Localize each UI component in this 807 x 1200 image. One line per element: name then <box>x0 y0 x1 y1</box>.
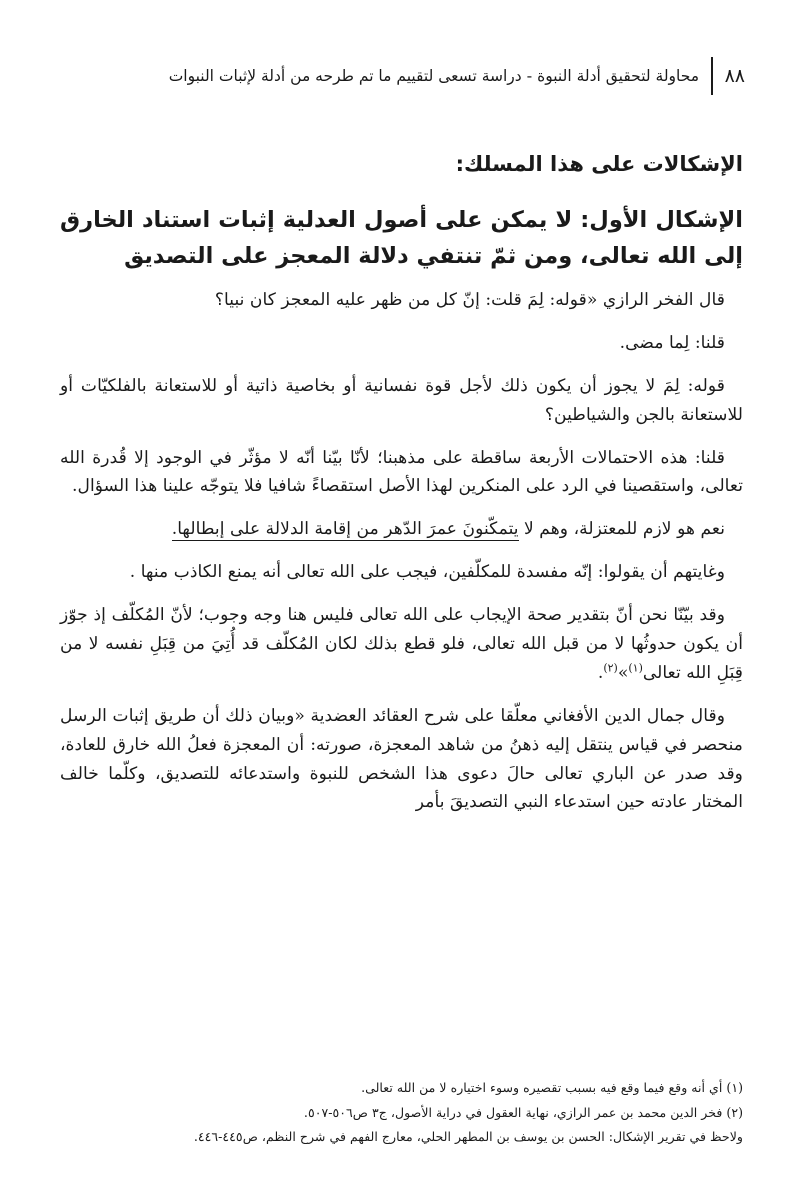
footnote-2: (٢) فخر الدين محمد بن عمر الرازي، نهاية العقول في دراية الأصول، ج٣ ص٥٠٦-٥٠٧. <box>303 1104 743 1120</box>
paragraph-objection: قوله: لِمَ لا يجوز أن يكون ذلك لأجل قوة نفسانية أو بخاصية ذاتية أو للاستعانة بالفلكيّات أو للاستعانة بالجن والشياطين؟ <box>60 375 743 425</box>
footnote-ref-1[interactable]: (١) <box>628 661 643 675</box>
section-heading: الإشكالات على هذا المسلك: <box>455 152 743 176</box>
running-title: محاولة لتحقيق أدلة النبوة - دراسة تسعى لتقييم ما تم طرحه من أدلة لإثبات النبوات <box>168 67 700 85</box>
underlined-phrase: يتمكّنونَ عمرَ الدّهر من إقامة الدلالة على إبطالها. <box>171 519 519 540</box>
page-header <box>60 58 745 94</box>
paragraph-mutazila <box>60 515 743 544</box>
footnotes <box>60 1078 743 1152</box>
paragraph-mutazila-text: نعم هو لازم للمعتزلة، وهم لا <box>518 519 725 540</box>
paragraph-ijab-end: . <box>597 662 604 683</box>
footnote-ref-2[interactable]: (٢) <box>603 661 618 675</box>
paragraph-answer-2: قلنا: هذه الاحتمالات الأربعة ساقطة على مذهبنا؛ لأنّا بيّنا أنّه لا مؤثّر في الوجود إلا قُدرة الله تعالى، واستقصينا في الرد على المنكرين لهذا الأصل استقصاءً شافيا فلا يتوجّه علينا هذا السؤال. <box>60 447 743 497</box>
problem-heading: الإشكال الأول: لا يمكن على أصول العدلية إثبات استناد الخارق إلى الله تعالى، ومن ثمّ تنتفي دلالة المعجز على التصديق <box>60 207 743 269</box>
header-divider <box>711 57 713 95</box>
paragraph-ijab <box>60 601 743 688</box>
footnote-1: (١) أي أنه وقع فيما وقع فيه بسبب تقصيره وسوء اختياره لا من الله تعالى. <box>361 1080 743 1095</box>
paragraph-answer-1: قلنا: لِما مضى. <box>619 332 725 353</box>
page-number: ٨٨ <box>724 65 745 87</box>
page-body <box>60 140 743 831</box>
paragraph-razi-quote: قال الفخر الرازي «قوله: لِمَ قلت: إنّ كل من ظهر عليه المعجز كان نبيا؟ <box>214 290 725 310</box>
paragraph-ijab-text: وقد بيّنّا نحن أنّ بتقدير صحة الإيجاب على الله تعالى فليس هنا وجه وجوب؛ لأنّ المُكلّف إذ جوّز أن يكون حدوثُها لا من قبل الله تعالى، فلو قطع بذلك لكان المُكلّف قد أُتِيَ من قِبَلِ نفسه لا من قِبَلِ الله تعالى <box>60 605 743 683</box>
footnote-2-continued: ولاحظ في تقرير الإشكال: الحسن بن يوسف بن المطهر الحلي، معارج الفهم في شرح النظم، ص٤٤٥-٤٤٦. <box>193 1129 743 1145</box>
paragraph-mafsada: وغايتهم أن يقولوا: إنّه مفسدة للمكلّفين، فيجب على الله تعالى أنه يمنع الكاذب منها . <box>129 562 725 583</box>
paragraph-afghani: وقال جمال الدين الأفغاني معلّقا على شرح العقائد العضدية «وبيان ذلك أن طريق إثبات الرسل منحصر في قياس ينتقل إليه ذهنُ من شاهد المعجزة، صورته: أن المعجزة فعلُ الله خارق للعادة، وقد صدر عن الباري تعالى حالَ دعوى هذا الشخص للنبوة واستدعائه للتصديق، وكلّما خالف المختار عادته حين استدعاء النبي التصديقَ بأمر <box>60 705 743 813</box>
closing-quote: » <box>617 662 629 683</box>
